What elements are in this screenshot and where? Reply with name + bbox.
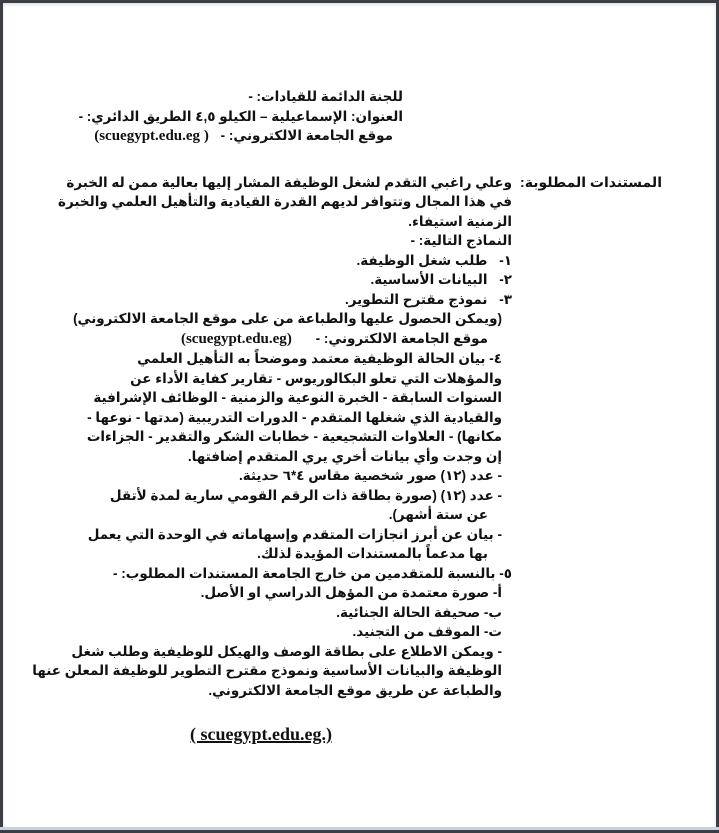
header-website-line [3,126,403,147]
required-docs-section [3,173,716,701]
header-block [3,87,403,147]
item4-line: والقيادية الذي شغلها المتقدم - الدورات التدريبية (مدتها - نوعها - [87,409,502,425]
form-item [92,270,512,290]
item5-entry: ت- الموقف من التجنيد. [352,624,502,639]
footer-url-wrap [3,722,716,746]
forms-heading: النماذج التالية: - [410,233,512,248]
form-item [92,251,512,271]
obtain-note: (ويمكن الحصول عليها والطباعة من على موقع الجامعة الالكتروني) [73,311,502,326]
closing-line: - ويمكن الاطلاع على بطاقة الوصف والهيكل للوظيفية وطلب شغل [71,643,502,659]
form-item-number: ٣- [499,291,512,307]
item4-line: ٤- بيان الحالة الوظيفية معتمد وموضحاً به التأهيل العلمي [137,351,502,366]
item4-line: مكانها) - العلاوات التشجيعية - خطابات الشكر والتقدير - الجزاءات [86,429,502,444]
item5-heading: ٥- بالنسبة للمتقدمين من خارج الجامعة المستندات المطلوب: - [113,565,512,581]
form-item-label: البيانات الأساسية. [370,272,488,287]
achievements-line: - بيان عن أبرز انجازات المتقدم وإسهاماته في الوحدة التي يعمل [87,526,502,542]
id-card-line: - عدد (١٢) (صورة بطاقة ذات الرقم القومي سارية لمدة لأتقل [109,487,502,503]
forms-website-label: موقع الجامعة الالكتروني: - [315,330,488,346]
form-item-number: ١- [499,252,512,268]
header-website-label: موقع الجامعة الالكتروني: - [220,128,393,143]
document-page [3,3,716,827]
item4-line: السنوات السابقة - الخبرة النوعية والزمنية - الوظائف الإشرافية [93,390,502,405]
committee-line: للجنة الدائمة للقيادات: - [248,89,403,104]
achievements-line: بها مدعماً بالمستندات المؤيدة لذلك. [257,546,488,561]
form-item-label: طلب شغل الوظيفة. [356,252,488,268]
forms-website-url: (scuegypt.edu.eg) [180,330,292,347]
address-line: العنوان: الإسماعيلية – الكيلو ٤,٥ الطريق الدائري: - [78,108,403,124]
header-website-url: ( scuegypt.edu.eg) [94,128,209,144]
photos-line: - عدد (١٢) صور شخصية مقاس ٤*٦ حديثة. [238,468,502,483]
item4-line: إن وجدت وأي بيانات أخري يري المتقدم إضافتها. [187,448,502,464]
closing-line: والطباعة عن طريق موقع الجامعة الالكتروني. [208,682,502,698]
footer-website-link[interactable]: ( scuegypt.edu.eg.) [190,724,332,744]
intro-line: الزمنية استيفاء. [408,213,512,229]
item5-entry: ب- صحيفة الحالة الجنائية. [336,604,502,620]
item4-line: والمؤهلات التي تعلو البكالوريوس - تقارير كفاية الأداء عن [130,370,502,386]
intro-line: وعلي راغبي التقدم لشغل الوظيفة المشار إليها بعالية ممن له الخبرة [66,174,512,190]
required-docs-heading: المستندات المطلوبة: [520,173,662,190]
form-item-label: نموذج مقترح التطوير. [344,291,488,307]
heading-column [520,173,716,701]
form-item [92,290,512,310]
intro-line: في هذا المجال وتتوافر لديهم القدرة القيادية والتأهيل العلمي والخبرة [58,194,512,209]
item5-entry: أ- صورة معتمدة من المؤهل الدراسي او الأصل. [200,585,502,600]
form-item-number: ٢- [499,272,512,287]
closing-line: الوظيفة والبيانات الأساسية ونموذج مقترح التطوير للوظيفة المعلن عنها [32,663,502,678]
id-card-line: عن ستة أشهر). [388,507,488,522]
forms-website-line [92,329,512,350]
content-column [32,173,512,701]
